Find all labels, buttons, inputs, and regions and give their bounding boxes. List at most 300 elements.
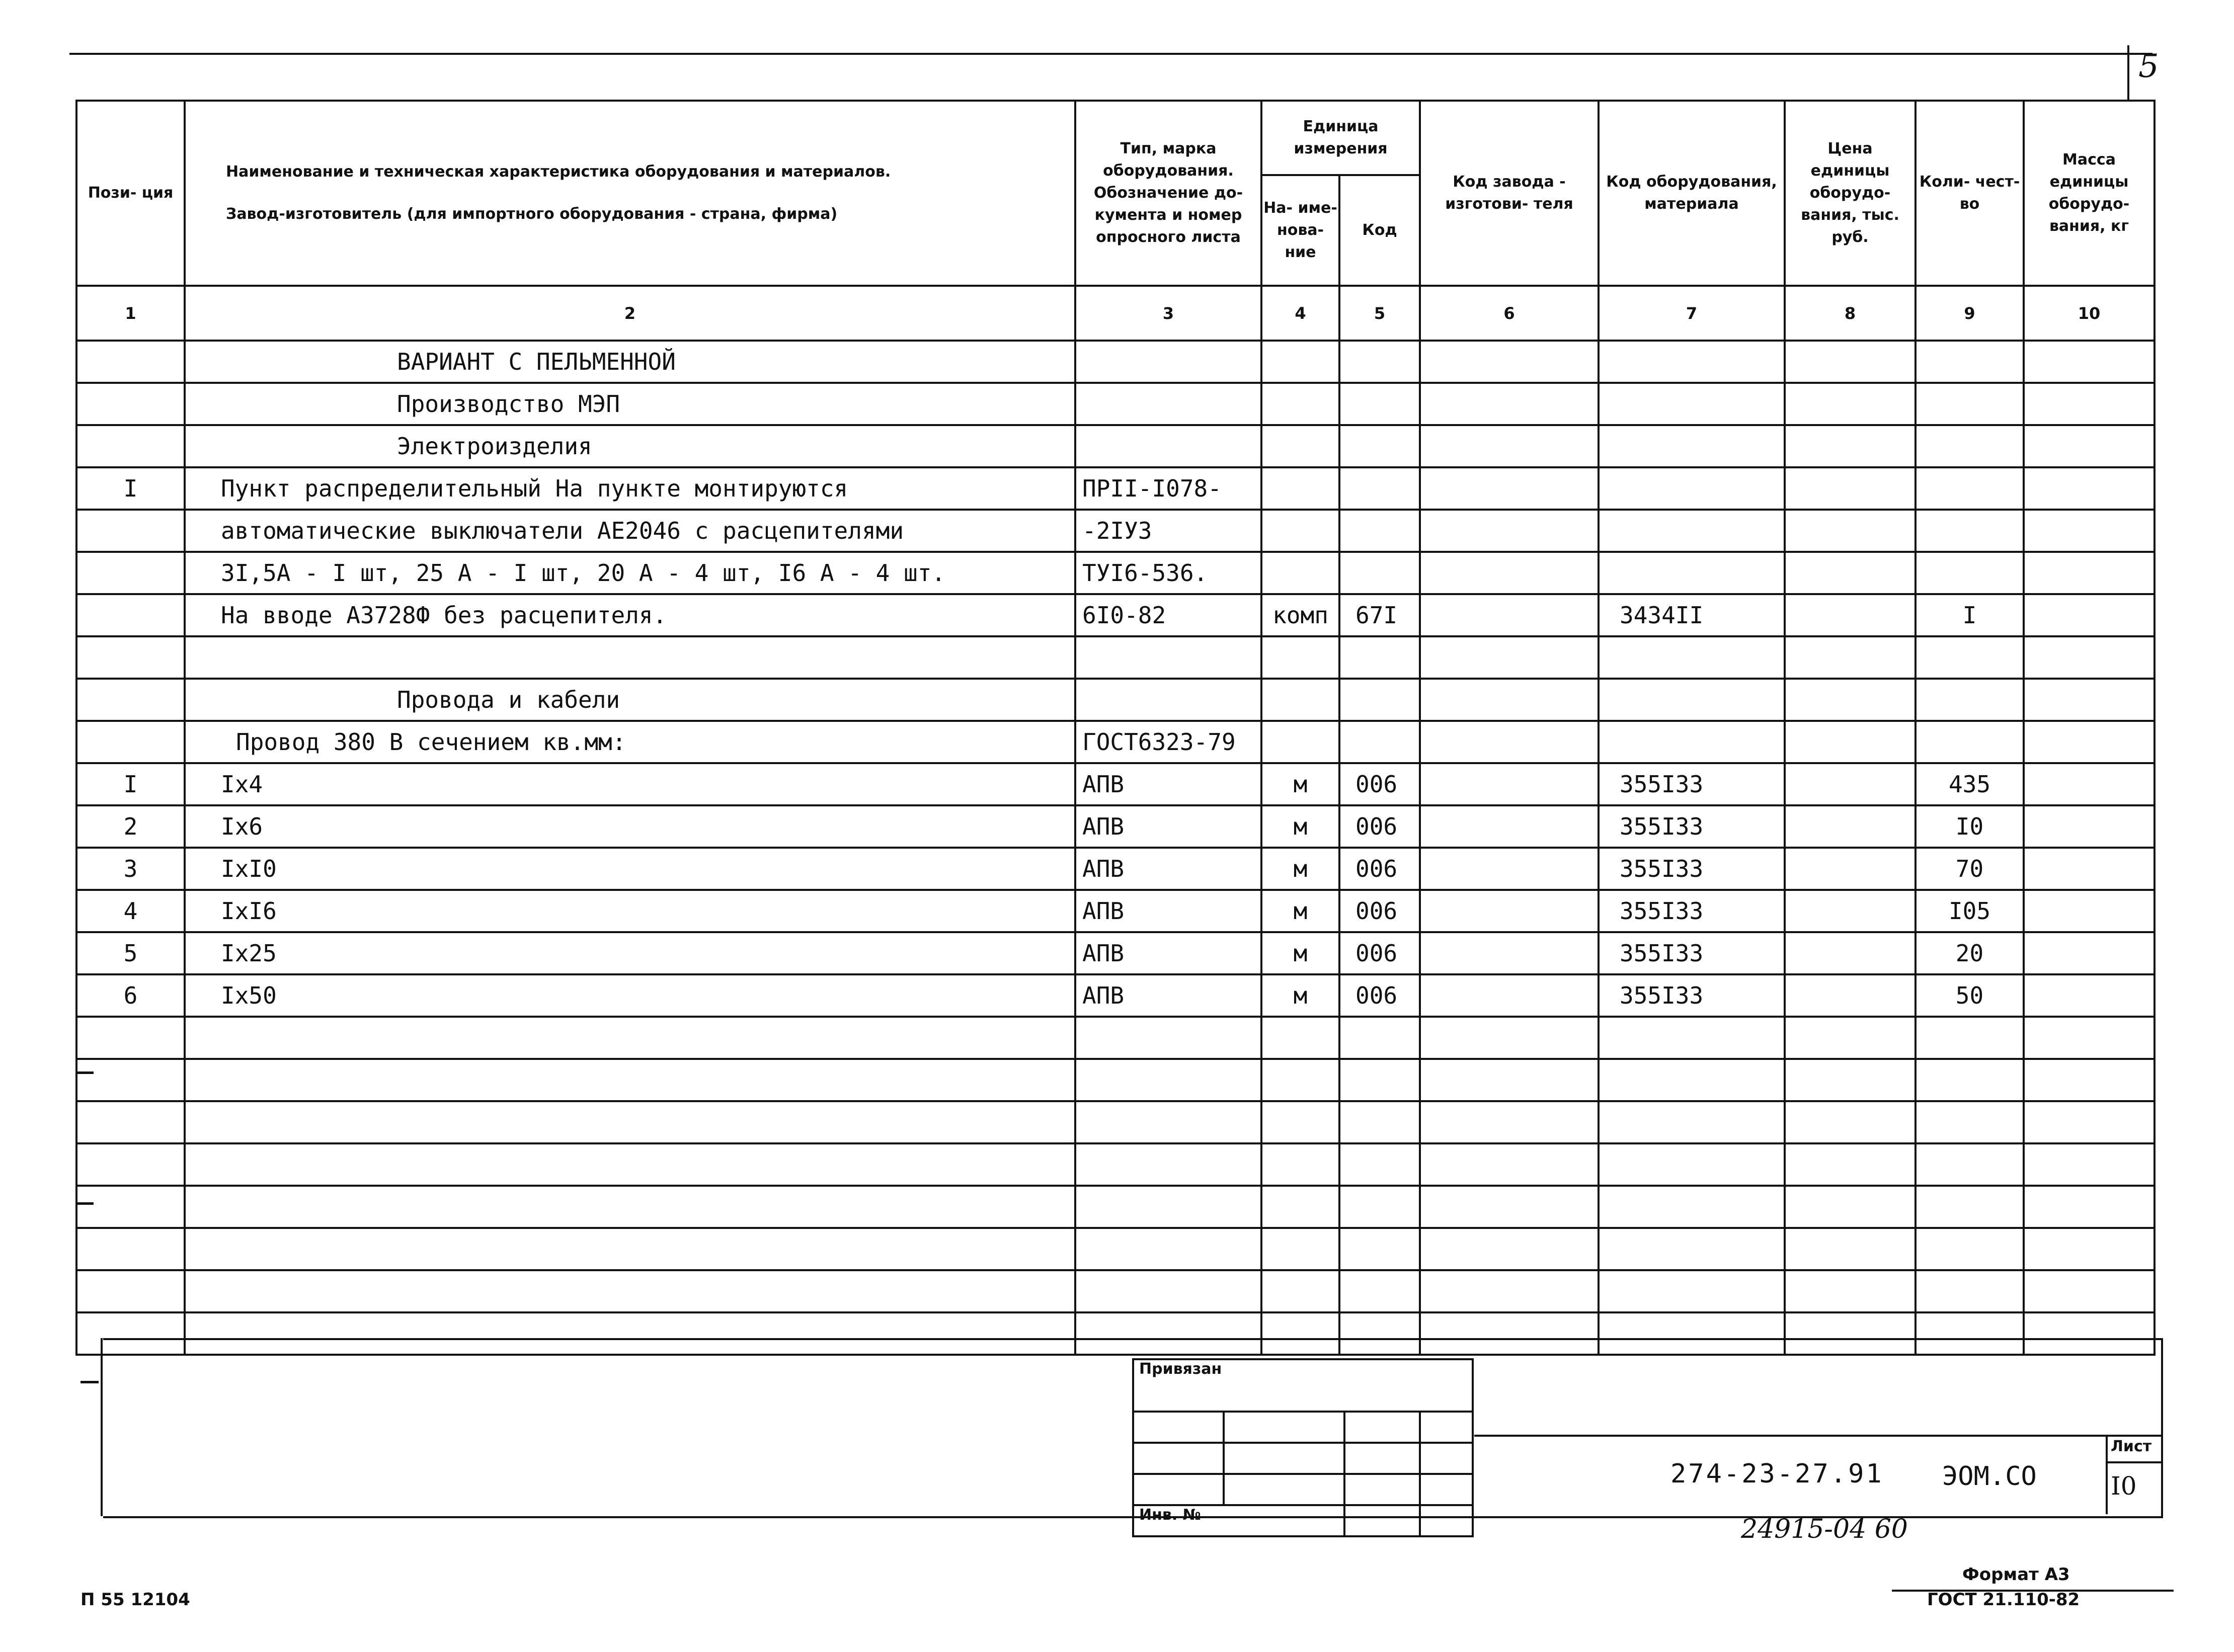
row-mass: [2024, 932, 2155, 974]
row-mass: [2024, 1017, 2155, 1059]
row-mass: [2024, 848, 2155, 890]
row-mass: [2024, 805, 2155, 848]
row-name: Электроизделия: [185, 425, 1075, 467]
row-equipment-code: 355I33: [1599, 974, 1785, 1017]
header-unit-code: Код: [1339, 175, 1420, 286]
row-price: [1785, 552, 1916, 594]
row-equipment-code: [1599, 1059, 1785, 1101]
header-unit-group: Единица измерения: [1261, 101, 1420, 175]
row-maker-code: [1420, 1017, 1599, 1059]
table-row: [76, 425, 2155, 467]
stamp-cell: [1420, 1474, 1473, 1505]
row-name: [185, 1143, 1075, 1186]
row-equipment-code: 3434II: [1599, 594, 1785, 636]
row-price: [1785, 1143, 1916, 1186]
document-mark: ЭОМ.СО: [1942, 1461, 2037, 1492]
row-unit: [1261, 679, 1339, 721]
row-position: [76, 594, 185, 636]
row-unit-code: [1339, 510, 1420, 552]
row-unit: [1261, 467, 1339, 510]
row-price: [1785, 383, 1916, 425]
row-equipment-code: [1599, 510, 1785, 552]
row-equipment-code: 355I33: [1599, 932, 1785, 974]
row-equipment-code: [1599, 721, 1785, 763]
row-position: [76, 636, 185, 679]
row-equipment-code: 355I33: [1599, 805, 1785, 848]
table-row: [76, 763, 2155, 805]
page-number: 5: [2138, 48, 2159, 85]
row-price: [1785, 1017, 1916, 1059]
row-equipment-code: 355I33: [1599, 848, 1785, 890]
column-number: 8: [1785, 286, 1916, 341]
row-position: [76, 425, 185, 467]
table-row: [76, 467, 2155, 510]
row-unit: [1261, 425, 1339, 467]
row-mass: [2024, 636, 2155, 679]
row-maker-code: [1420, 425, 1599, 467]
row-type: [1075, 636, 1261, 679]
row-price: [1785, 594, 1916, 636]
sheet-label: Лист: [2111, 1438, 2152, 1455]
row-unit-code: [1339, 1186, 1420, 1228]
row-unit: м: [1261, 763, 1339, 805]
row-price: [1785, 932, 1916, 974]
row-name: [185, 636, 1075, 679]
margin-mark: [81, 1381, 99, 1383]
row-unit-code: [1339, 1270, 1420, 1312]
row-mass: [2024, 1143, 2155, 1186]
row-unit: [1261, 1186, 1339, 1228]
row-unit: [1261, 1143, 1339, 1186]
row-price: [1785, 1228, 1916, 1270]
row-position: [76, 1059, 185, 1101]
row-unit-code: 006: [1339, 848, 1420, 890]
row-quantity: [1916, 383, 2024, 425]
row-position: 2: [76, 805, 185, 848]
row-quantity: I: [1916, 594, 2024, 636]
row-unit-code: [1339, 1143, 1420, 1186]
stamp-cell: [1344, 1474, 1420, 1505]
row-type: [1075, 1059, 1261, 1101]
row-quantity: 435: [1916, 763, 2024, 805]
table-row: [76, 1101, 2155, 1143]
row-unit-code: 006: [1339, 974, 1420, 1017]
table-row: [76, 721, 2155, 763]
row-name: [185, 1228, 1075, 1270]
row-type: [1075, 1017, 1261, 1059]
row-unit-code: 006: [1339, 932, 1420, 974]
row-price: [1785, 1059, 1916, 1101]
stamp-cell: [1224, 1412, 1344, 1443]
table-row: [76, 510, 2155, 552]
row-position: [76, 1270, 185, 1312]
table-row: [76, 1228, 2155, 1270]
table-row: [76, 805, 2155, 848]
stamp-cell: [1133, 1412, 1224, 1443]
row-name: Производство МЭП: [185, 383, 1075, 425]
row-maker-code: [1420, 805, 1599, 848]
row-position: [76, 1143, 185, 1186]
row-equipment-code: [1599, 1143, 1785, 1186]
table-row: [76, 679, 2155, 721]
row-unit: [1261, 1017, 1339, 1059]
row-type: АПВ: [1075, 890, 1261, 932]
handwritten-note: 24915-04 60: [1741, 1514, 1908, 1544]
column-number: 5: [1339, 286, 1420, 341]
row-quantity: 20: [1916, 932, 2024, 974]
row-price: [1785, 679, 1916, 721]
row-name: Iх6: [185, 805, 1075, 848]
row-price: [1785, 1101, 1916, 1143]
row-name: Провод 380 В сечением кв.мм:: [185, 721, 1075, 763]
table-row: [76, 1143, 2155, 1186]
row-quantity: [1916, 1186, 2024, 1228]
row-mass: [2024, 974, 2155, 1017]
row-equipment-code: [1599, 341, 1785, 383]
row-price: [1785, 721, 1916, 763]
row-name: Iх25: [185, 932, 1075, 974]
sheet-box-divider: [2106, 1461, 2161, 1463]
row-type: АПВ: [1075, 974, 1261, 1017]
row-mass: [2024, 510, 2155, 552]
stamp-cell: [1224, 1443, 1344, 1474]
stamp-cell: [1344, 1443, 1420, 1474]
column-number: 2: [185, 286, 1075, 341]
row-price: [1785, 805, 1916, 848]
row-mass: [2024, 890, 2155, 932]
row-equipment-code: 355I33: [1599, 763, 1785, 805]
row-unit: [1261, 721, 1339, 763]
header-type: Тип, марка оборудования. Обозначение до- кумента и номер опросного листа: [1075, 101, 1261, 286]
row-unit-code: [1339, 636, 1420, 679]
row-mass: [2024, 594, 2155, 636]
row-position: [76, 510, 185, 552]
row-price: [1785, 848, 1916, 890]
row-maker-code: [1420, 1143, 1599, 1186]
row-quantity: [1916, 1059, 2024, 1101]
row-unit-code: [1339, 467, 1420, 510]
column-number-row: [76, 286, 2155, 341]
header-name: [185, 101, 1075, 286]
row-price: [1785, 1270, 1916, 1312]
row-position: [76, 1228, 185, 1270]
row-maker-code: [1420, 594, 1599, 636]
row-price: [1785, 890, 1916, 932]
stamp-cell: [1344, 1412, 1420, 1443]
row-maker-code: [1420, 679, 1599, 721]
column-number: 6: [1420, 286, 1599, 341]
row-unit-code: [1339, 1101, 1420, 1143]
row-equipment-code: 355I33: [1599, 890, 1785, 932]
row-unit: [1261, 1059, 1339, 1101]
stamp-cell: [1133, 1443, 1224, 1474]
row-unit: комп: [1261, 594, 1339, 636]
row-mass: [2024, 679, 2155, 721]
table-row: [76, 1017, 2155, 1059]
row-type: -2IУ3: [1075, 510, 1261, 552]
row-maker-code: [1420, 1270, 1599, 1312]
row-maker-code: [1420, 763, 1599, 805]
row-maker-code: [1420, 890, 1599, 932]
stamp-cell: [1224, 1474, 1344, 1505]
row-unit-code: [1339, 383, 1420, 425]
row-quantity: [1916, 1143, 2024, 1186]
row-unit: м: [1261, 932, 1339, 974]
page-number-divider: [2127, 45, 2129, 101]
stamp-cell: [1133, 1474, 1224, 1505]
row-type: АПВ: [1075, 763, 1261, 805]
header-maker-code: Код завода - изготови- теля: [1420, 101, 1599, 286]
row-maker-code: [1420, 932, 1599, 974]
row-maker-code: [1420, 341, 1599, 383]
row-type: [1075, 425, 1261, 467]
print-code: П 55 12104: [81, 1590, 190, 1610]
row-quantity: [1916, 679, 2024, 721]
row-mass: [2024, 425, 2155, 467]
row-unit: м: [1261, 848, 1339, 890]
table-row: [76, 890, 2155, 932]
table-row: [76, 383, 2155, 425]
row-position: [76, 1101, 185, 1143]
row-type: [1075, 1143, 1261, 1186]
row-name: 3I,5А - I шт, 25 А - I шт, 20 А - 4 шт, I6 А - 4 шт.: [185, 552, 1075, 594]
table-row: [76, 552, 2155, 594]
row-mass: [2024, 383, 2155, 425]
bottom-frame-left: [101, 1338, 103, 1516]
column-number: 3: [1075, 286, 1261, 341]
header-unit-name: На- име- нова- ние: [1261, 175, 1339, 286]
row-quantity: [1916, 341, 2024, 383]
row-position: 3: [76, 848, 185, 890]
row-name: Провода и кабели: [185, 679, 1075, 721]
row-equipment-code: [1599, 425, 1785, 467]
row-quantity: I05: [1916, 890, 2024, 932]
document-code: 274-23-27.91: [1670, 1459, 1884, 1489]
row-quantity: 50: [1916, 974, 2024, 1017]
row-name: автоматические выключатели АЕ2046 с расцепителями: [185, 510, 1075, 552]
format-label: Формат А3: [1962, 1564, 2070, 1585]
row-unit-code: [1339, 552, 1420, 594]
row-position: [76, 341, 185, 383]
row-quantity: [1916, 636, 2024, 679]
row-name: IхI0: [185, 848, 1075, 890]
row-quantity: I0: [1916, 805, 2024, 848]
row-maker-code: [1420, 1101, 1599, 1143]
row-unit-code: [1339, 1017, 1420, 1059]
row-maker-code: [1420, 848, 1599, 890]
row-position: I: [76, 467, 185, 510]
row-maker-code: [1420, 467, 1599, 510]
row-type: [1075, 341, 1261, 383]
row-position: 6: [76, 974, 185, 1017]
specification-table: [75, 100, 2156, 1356]
stamp-cell: [1420, 1443, 1473, 1474]
row-type: АПВ: [1075, 805, 1261, 848]
header-equipment-code: Код оборудования, материала: [1599, 101, 1785, 286]
row-equipment-code: [1599, 679, 1785, 721]
row-unit-code: 006: [1339, 805, 1420, 848]
title-block-rule: [1474, 1435, 2161, 1437]
row-quantity: [1916, 721, 2024, 763]
row-maker-code: [1420, 510, 1599, 552]
row-unit: м: [1261, 974, 1339, 1017]
row-unit-code: [1339, 1059, 1420, 1101]
stamp-cell: [1420, 1412, 1473, 1443]
column-number: 10: [2024, 286, 2155, 341]
row-mass: [2024, 1270, 2155, 1312]
stamp-inv-label: Инв. №: [1133, 1505, 1344, 1536]
row-equipment-code: [1599, 1270, 1785, 1312]
row-name: Iх50: [185, 974, 1075, 1017]
row-unit: м: [1261, 805, 1339, 848]
row-unit-code: [1339, 341, 1420, 383]
row-type: [1075, 383, 1261, 425]
row-unit: [1261, 636, 1339, 679]
row-equipment-code: [1599, 1228, 1785, 1270]
row-position: 4: [76, 890, 185, 932]
row-equipment-code: [1599, 552, 1785, 594]
row-type: [1075, 1101, 1261, 1143]
table-row: [76, 974, 2155, 1017]
row-unit: [1261, 383, 1339, 425]
table-row: [76, 594, 2155, 636]
row-maker-code: [1420, 1228, 1599, 1270]
header-quantity: Коли- чест- во: [1916, 101, 2024, 286]
row-unit-code: 006: [1339, 890, 1420, 932]
row-name: [185, 1017, 1075, 1059]
column-number: 9: [1916, 286, 2024, 341]
row-type: АПВ: [1075, 848, 1261, 890]
row-mass: [2024, 1186, 2155, 1228]
row-type: АПВ: [1075, 932, 1261, 974]
row-name: ВАРИАНТ С ПЕЛЬМЕННОЙ: [185, 341, 1075, 383]
row-price: [1785, 974, 1916, 1017]
header-name-line1: Наименование и техническая характеристика оборудования и материалов.: [226, 163, 891, 181]
row-mass: [2024, 721, 2155, 763]
row-position: [76, 1017, 185, 1059]
row-type: [1075, 1270, 1261, 1312]
row-unit-code: [1339, 425, 1420, 467]
column-number: 7: [1599, 286, 1785, 341]
top-rule: [69, 53, 2152, 55]
row-unit: [1261, 1228, 1339, 1270]
binding-stamp: [1132, 1358, 1474, 1537]
header-price: Цена единицы оборудо- вания, тыс. руб.: [1785, 101, 1916, 286]
row-maker-code: [1420, 1059, 1599, 1101]
row-mass: [2024, 467, 2155, 510]
row-mass: [2024, 1101, 2155, 1143]
column-number: 4: [1261, 286, 1339, 341]
row-maker-code: [1420, 974, 1599, 1017]
table-row: [76, 341, 2155, 383]
header-mass: Масса единицы оборудо- вания, кг: [2024, 101, 2155, 286]
row-quantity: [1916, 425, 2024, 467]
row-mass: [2024, 1228, 2155, 1270]
row-quantity: [1916, 1228, 2024, 1270]
row-unit: [1261, 1101, 1339, 1143]
header-position: Пози- ция: [76, 101, 185, 286]
specification-body: [76, 341, 2155, 1355]
row-name: [185, 1059, 1075, 1101]
row-quantity: [1916, 1101, 2024, 1143]
row-position: [76, 383, 185, 425]
row-equipment-code: [1599, 467, 1785, 510]
row-position: [76, 552, 185, 594]
sheet-number: I0: [2111, 1471, 2137, 1501]
row-name: [185, 1101, 1075, 1143]
row-type: [1075, 1186, 1261, 1228]
row-price: [1785, 510, 1916, 552]
row-name: Iх4: [185, 763, 1075, 805]
row-name: Пункт распределительный На пункте монтируются: [185, 467, 1075, 510]
row-maker-code: [1420, 1186, 1599, 1228]
row-position: 5: [76, 932, 185, 974]
row-quantity: [1916, 510, 2024, 552]
row-price: [1785, 1186, 1916, 1228]
row-quantity: [1916, 1270, 2024, 1312]
column-number: 1: [76, 286, 185, 341]
stamp-cell: [1420, 1505, 1473, 1536]
row-maker-code: [1420, 721, 1599, 763]
row-unit-code: [1339, 721, 1420, 763]
row-quantity: [1916, 552, 2024, 594]
row-mass: [2024, 763, 2155, 805]
margin-mark: [75, 1071, 94, 1074]
row-name: IхI6: [185, 890, 1075, 932]
row-unit: [1261, 510, 1339, 552]
row-equipment-code: [1599, 383, 1785, 425]
row-name: [185, 1270, 1075, 1312]
row-equipment-code: [1599, 1101, 1785, 1143]
row-mass: [2024, 552, 2155, 594]
margin-mark: [75, 1202, 94, 1205]
table-row: [76, 636, 2155, 679]
row-position: [76, 721, 185, 763]
header-name-line2: Завод-изготовитель (для импортного оборудования - страна, фирма): [226, 205, 838, 223]
table-row: [76, 1270, 2155, 1312]
table-row: [76, 932, 2155, 974]
row-type: 6I0-82: [1075, 594, 1261, 636]
row-maker-code: [1420, 552, 1599, 594]
stamp-cell: [1344, 1505, 1420, 1536]
row-price: [1785, 467, 1916, 510]
row-name: [185, 1186, 1075, 1228]
row-position: I: [76, 763, 185, 805]
row-mass: [2024, 1059, 2155, 1101]
row-unit-code: 67I: [1339, 594, 1420, 636]
row-type: ПРII-I078-: [1075, 467, 1261, 510]
row-price: [1785, 763, 1916, 805]
row-price: [1785, 425, 1916, 467]
row-price: [1785, 341, 1916, 383]
row-mass: [2024, 341, 2155, 383]
stamp-bound-label: Привязан: [1133, 1359, 1473, 1412]
row-type: [1075, 1228, 1261, 1270]
row-equipment-code: [1599, 1186, 1785, 1228]
row-unit-code: 006: [1339, 763, 1420, 805]
row-maker-code: [1420, 636, 1599, 679]
gost-label: ГОСТ 21.110-82: [1927, 1590, 2080, 1610]
table-row: [76, 1059, 2155, 1101]
row-unit-code: [1339, 1228, 1420, 1270]
row-type: ГОСТ6323-79: [1075, 721, 1261, 763]
row-position: [76, 1186, 185, 1228]
row-quantity: [1916, 1017, 2024, 1059]
row-type: [1075, 679, 1261, 721]
row-position: [76, 679, 185, 721]
row-price: [1785, 636, 1916, 679]
table-row: [76, 1186, 2155, 1228]
